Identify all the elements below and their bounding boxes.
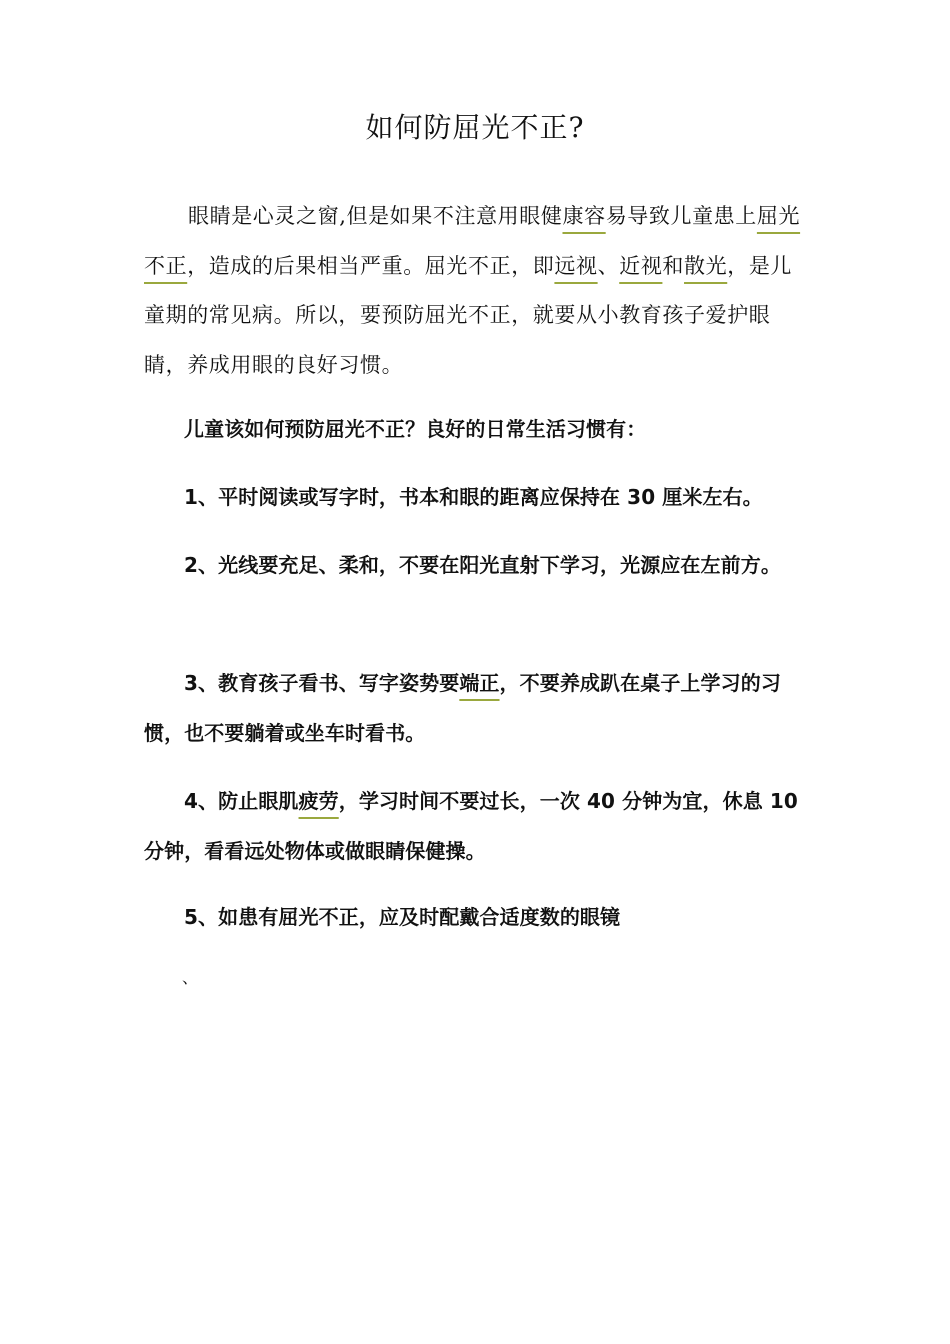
intro-underlined-2: 屈光不正 xyxy=(144,204,801,278)
intro-text-2: 易导致儿童患上 xyxy=(605,204,757,228)
list-item-4 xyxy=(144,776,812,876)
intro-underlined-4: 近视 xyxy=(619,253,663,278)
intro-underlined-5: 散光 xyxy=(684,253,728,278)
intro-underlined-1: 康容 xyxy=(562,204,606,228)
intro-text-6: ，是儿童期的常见病。所以，要预防屈光不正，就要从小教育孩子爱护眼睛，养成用眼的良好习惯。 xyxy=(144,253,793,377)
list-item-3-text-a: 3、教育孩子看书、写字姿势要 xyxy=(184,671,460,695)
list-item-3-underlined: 端正 xyxy=(459,671,500,695)
section-heading: 儿童该如何预防屈光不正？良好的日常生活习惯有： xyxy=(184,417,647,441)
list-item-4-text-b: ，学习时间不要过长，一次 40 分钟为宜，休息 10 分钟，看看远处物体或做眼睛保健操。 xyxy=(144,789,798,863)
intro-paragraph xyxy=(144,192,808,390)
list-item-1: 1、平时阅读或写字时，书本和眼的距离应保持在 30 厘米左右。 xyxy=(184,485,763,509)
list-item-2: 2、光线要充足、柔和，不要在阳光直射下学习，光源应在左前方。 xyxy=(184,553,781,577)
list-item-3 xyxy=(144,658,812,758)
intro-text-4: 、 xyxy=(597,253,620,278)
intro-text-3: ，造成的后果相当严重。屈光不正，即 xyxy=(187,253,555,278)
list-item-3-text-b: ，不要养成趴在桌子上学习的习惯，也不要躺着或坐车时看书。 xyxy=(144,671,781,745)
intro-underlined-3: 远视 xyxy=(554,253,598,278)
page-title: 如何防屈光不正? xyxy=(365,111,585,144)
list-item-4-underlined: 疲劳 xyxy=(298,789,339,813)
list-item-5: 5、如患有屈光不正，应及时配戴合适度数的眼镜 xyxy=(184,905,621,929)
intro-text-1: 眼睛是心灵之窗,但是如果不注意用眼健 xyxy=(188,204,563,228)
list-item-4-text-a: 4、防止眼肌 xyxy=(184,789,299,813)
intro-text-5: 和 xyxy=(662,253,685,278)
trailing-mark: 、 xyxy=(182,968,199,987)
